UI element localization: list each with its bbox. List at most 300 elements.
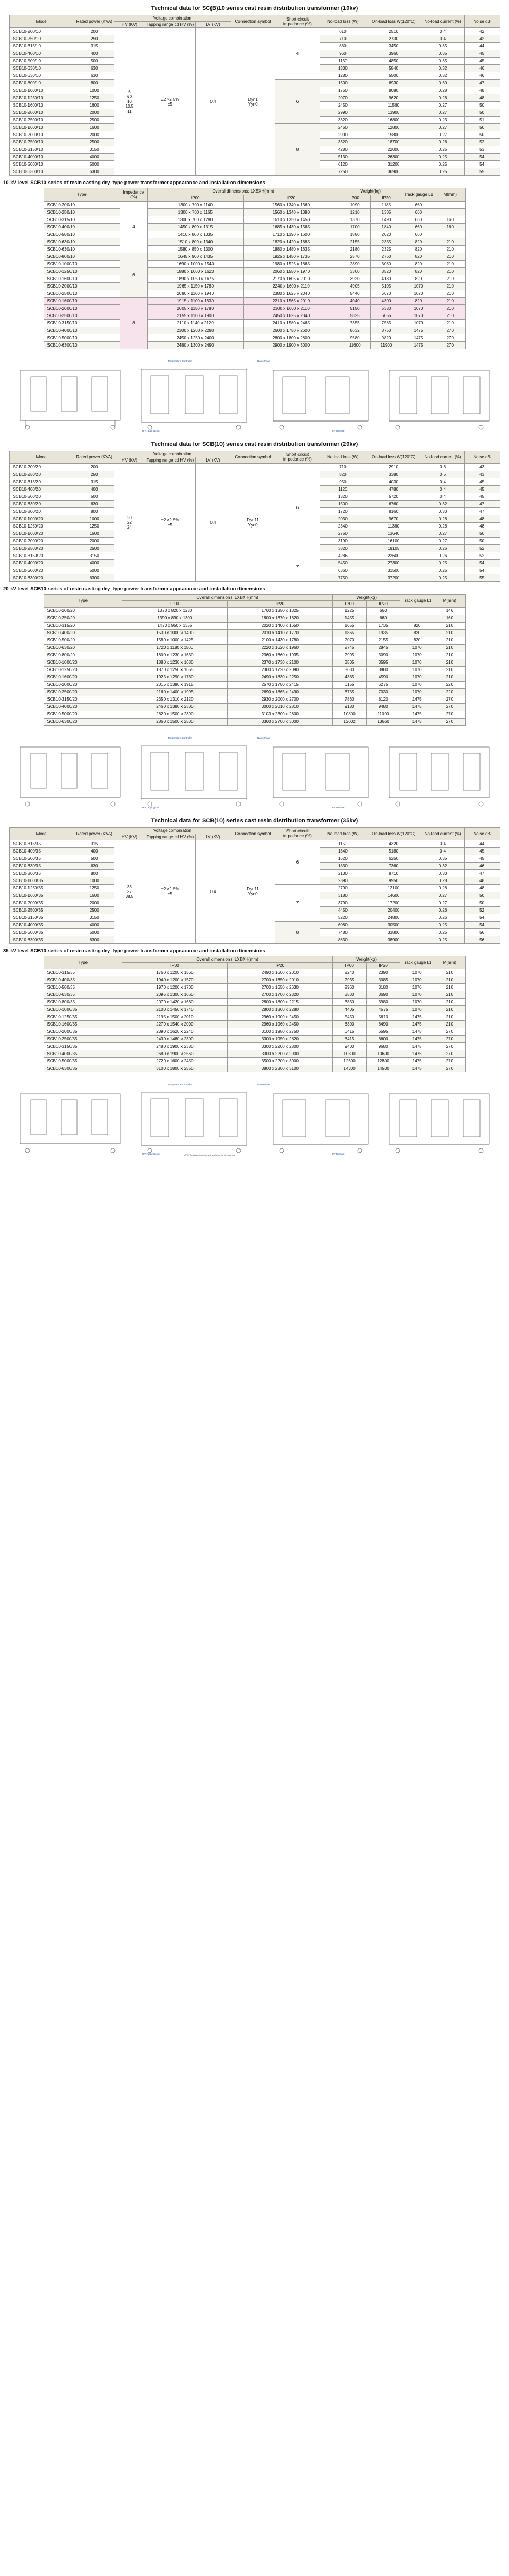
cell-noise: 48 bbox=[464, 884, 500, 892]
cell-no-load-loss: 2390 bbox=[320, 877, 366, 884]
cell-no-load-loss: 610 bbox=[320, 28, 366, 35]
cell-noise: 48 bbox=[464, 877, 500, 884]
cell-noise: 47 bbox=[464, 501, 500, 508]
cell-on-load-loss: 6250 bbox=[366, 855, 421, 862]
cell-dimensions-ip00: 1580 x 850 x 1300 bbox=[147, 245, 243, 253]
cell-impedance: 6 bbox=[275, 464, 320, 552]
th-on-load-loss: On-load loss W(120°C) bbox=[366, 451, 421, 463]
cell-model: SCB10-4000/10 bbox=[9, 154, 74, 161]
cell-type: SCB10-315/20 bbox=[44, 622, 122, 629]
cell-dimensions-ip00: 1450 x 800 x 1315 bbox=[147, 223, 243, 231]
cell-dimensions-ip00: 2195 x 1500 x 2010 bbox=[122, 1013, 227, 1021]
transformer-drawing-35kv bbox=[9, 1078, 500, 1157]
cell-noise: 46 bbox=[464, 65, 500, 72]
cell-no-load-loss: 1500 bbox=[320, 80, 366, 87]
cell-type: SCB10-6300/35 bbox=[44, 1065, 122, 1072]
table-row bbox=[44, 341, 465, 349]
cell-noise: 46 bbox=[464, 72, 500, 80]
cell-no-load-loss: 2130 bbox=[320, 869, 366, 877]
cell-m: 270 bbox=[434, 718, 465, 725]
cell-m: 210 bbox=[435, 297, 466, 304]
cell-track-gauge: 1070 bbox=[402, 290, 435, 297]
cell-dimensions-ip20: 1800 x 1370 x 1620 bbox=[227, 615, 332, 622]
cell-m: 210 bbox=[435, 275, 466, 282]
cell-weight-ip20: 11000 bbox=[367, 711, 400, 718]
cell-weight-ip20: 3595 bbox=[367, 659, 400, 666]
table-row bbox=[44, 1028, 465, 1036]
cell-noise: 55 bbox=[464, 574, 500, 582]
cell-track-gauge: 1070 bbox=[400, 991, 434, 999]
cell-weight-ip20: 4180 bbox=[371, 275, 402, 282]
cell-tapping-range: ±2 ×2.5% ±5 bbox=[145, 840, 195, 943]
cell-model: SCB10-3150/35 bbox=[9, 914, 74, 921]
cell-m: 210 bbox=[435, 304, 466, 312]
cell-rated-power: 6300 bbox=[74, 936, 114, 943]
table-row bbox=[44, 223, 465, 231]
table-row bbox=[44, 275, 465, 282]
cell-model: SCB10-1600/20 bbox=[9, 530, 74, 538]
cell-model: SCB10-2000/20 bbox=[9, 538, 74, 545]
cell-rated-power: 5000 bbox=[74, 567, 114, 574]
table-row bbox=[44, 615, 465, 622]
cell-type: SCB10-4000/10 bbox=[44, 327, 120, 334]
cell-dimensions-ip20: 2170 x 1605 x 2010 bbox=[243, 275, 339, 282]
cell-dimensions-ip00: 1720 x 1180 x 1500 bbox=[122, 644, 227, 652]
cell-track-gauge: 820 bbox=[400, 629, 434, 637]
cell-noise: 54 bbox=[464, 560, 500, 567]
th-connection-symbol: Connection symbol bbox=[231, 827, 275, 840]
cell-m: 210 bbox=[434, 622, 465, 629]
cell-no-load-loss: 1340 bbox=[320, 847, 366, 855]
cell-type: SCB10-1250/35 bbox=[44, 1013, 122, 1021]
table-dimensions-10kv bbox=[44, 188, 466, 349]
cell-no-load-loss: 1620 bbox=[320, 855, 366, 862]
cell-no-load-current: 0.25 bbox=[421, 168, 464, 176]
cell-dimensions-ip00: 1690 x 1000 x 1540 bbox=[147, 260, 243, 267]
cell-weight-ip00: 4040 bbox=[339, 297, 371, 304]
cell-weight-ip20: 2760 bbox=[371, 253, 402, 260]
cell-no-load-current: 0.28 bbox=[421, 515, 464, 523]
cell-noise: 54 bbox=[464, 154, 500, 161]
table-row bbox=[44, 312, 465, 319]
cell-type: SCB10-2500/10 bbox=[44, 290, 120, 297]
cell-track-gauge: 660 bbox=[402, 201, 435, 208]
cell-no-load-current: 0.35 bbox=[421, 50, 464, 58]
cell-no-load-current: 0.27 bbox=[421, 102, 464, 109]
cell-weight-ip20: 4300 bbox=[371, 297, 402, 304]
cell-dimensions-ip00: 2430 x 1480 x 2300 bbox=[122, 1036, 227, 1043]
cell-on-load-loss: 7360 bbox=[366, 862, 421, 869]
table-technical-35kv bbox=[9, 827, 500, 944]
cell-weight-ip00: 11600 bbox=[339, 341, 371, 349]
cell-dimensions-ip20: 2380 x 1625 x 2340 bbox=[243, 290, 339, 297]
cell-dimensions-ip00: 2300 x 1200 x 2290 bbox=[147, 327, 243, 334]
cell-dimensions-ip00: 2095 x 1300 x 1660 bbox=[122, 991, 227, 999]
cell-impedance: 7 bbox=[275, 884, 320, 921]
th-on-load-loss: On-load loss W(120°C) bbox=[366, 827, 421, 840]
cell-no-load-loss: 1130 bbox=[320, 58, 366, 65]
cell-dimensions-ip00: 2390 x 1620 x 2240 bbox=[122, 1028, 227, 1036]
cell-model: SCB10-315/35 bbox=[9, 840, 74, 847]
cell-no-load-loss: 860 bbox=[320, 43, 366, 50]
cell-rated-power: 1250 bbox=[74, 94, 114, 102]
cell-rated-power: 200 bbox=[74, 28, 114, 35]
cell-m: 210 bbox=[435, 290, 466, 297]
cell-noise: 54 bbox=[464, 567, 500, 574]
cell-on-load-loss: 4030 bbox=[366, 478, 421, 486]
cell-m bbox=[435, 231, 466, 238]
cell-weight-ip20: 2020 bbox=[371, 231, 402, 238]
cell-weight-ip00: 3530 bbox=[333, 991, 367, 999]
cell-weight-ip20: 3180 bbox=[367, 984, 400, 991]
subtitle-dimensions-10kv: 10 kV level SCB10 series of resin casting dry–type power transformer appearance and installation dimensions bbox=[3, 180, 265, 186]
cell-on-load-loss: 6930 bbox=[366, 80, 421, 87]
cell-type: SCB10-800/10 bbox=[44, 253, 120, 260]
cell-no-load-loss: 1830 bbox=[320, 862, 366, 869]
cell-rated-power: 1000 bbox=[74, 877, 114, 884]
cell-type: SCB10-200/20 bbox=[44, 607, 122, 615]
cell-noise: 43 bbox=[464, 464, 500, 471]
cell-model: SCB10-500/20 bbox=[9, 493, 74, 501]
cell-dimensions-ip20: 2490 x 1600 x 2010 bbox=[227, 969, 332, 976]
cell-track-gauge: 820 bbox=[402, 238, 435, 245]
cell-rated-power: 1250 bbox=[74, 523, 114, 530]
cell-noise: 47 bbox=[464, 869, 500, 877]
cell-weight-ip20: 9680 bbox=[367, 1043, 400, 1050]
cell-noise: 42 bbox=[464, 28, 500, 35]
cell-type: SCB10-3150/20 bbox=[44, 696, 122, 703]
cell-dimensions-ip00: 2860 x 1500 x 2530 bbox=[122, 718, 227, 725]
cell-weight-ip20: 3090 bbox=[367, 652, 400, 659]
cell-weight-ip20: 12800 bbox=[367, 1058, 400, 1065]
cell-noise: 56 bbox=[464, 936, 500, 943]
cell-weight-ip20: 2325 bbox=[371, 245, 402, 253]
cell-weight-ip00: 2935 bbox=[333, 976, 367, 984]
cell-weight-ip00: 3680 bbox=[333, 666, 367, 674]
cell-rated-power: 4000 bbox=[74, 921, 114, 928]
table-row bbox=[44, 216, 465, 223]
cell-track-gauge: 660 bbox=[402, 231, 435, 238]
cell-rated-power: 2500 bbox=[74, 139, 114, 146]
cell-weight-ip20: 1185 bbox=[371, 201, 402, 208]
cell-dimensions-ip20: 1980 x 1525 x 1865 bbox=[243, 260, 339, 267]
cell-dimensions-ip20: 1710 x 1390 x 1600 bbox=[243, 231, 339, 238]
cell-dimensions-ip00: 2350 x 1310 x 2120 bbox=[122, 696, 227, 703]
cell-m: 220 bbox=[434, 688, 465, 696]
th-weight: Weight(kg) bbox=[333, 956, 400, 962]
th-weight-ip20: IP20 bbox=[367, 601, 400, 607]
table-row bbox=[44, 208, 465, 216]
cell-rated-power: 2500 bbox=[74, 906, 114, 914]
cell-track-gauge bbox=[400, 607, 434, 615]
table-header bbox=[9, 451, 500, 463]
cell-hv: 35 37 38.5 bbox=[114, 840, 145, 943]
transformer-drawing-20kv bbox=[9, 731, 500, 810]
th-hv: HV (KV) bbox=[114, 834, 145, 840]
cell-dimensions-ip20: 2800 x 1800 x 2280 bbox=[227, 1006, 332, 1013]
cell-dimensions-ip20: 2010 x 1410 x 1770 bbox=[227, 629, 332, 637]
cell-on-load-loss: 33800 bbox=[366, 928, 421, 936]
cell-noise: 48 bbox=[464, 523, 500, 530]
label-temp-controller: Temperature Controller bbox=[167, 1083, 192, 1086]
cell-m: 160 bbox=[435, 216, 466, 223]
cell-dimensions-ip20: 3103 x 2300 x 2800 bbox=[227, 711, 332, 718]
cell-weight-ip20: 9820 bbox=[371, 334, 402, 341]
cell-track-gauge: 1070 bbox=[402, 282, 435, 290]
cell-dimensions-ip00: 1300 x 700 x 1165 bbox=[147, 208, 243, 216]
cell-m: 210 bbox=[434, 674, 465, 681]
cell-dimensions-ip20: 3300 x 2200 x 2900 bbox=[227, 1050, 332, 1058]
th-weight-ip20: IP20 bbox=[371, 195, 402, 201]
cell-no-load-loss: 1320 bbox=[320, 493, 366, 501]
cell-model: SCB10-315/20 bbox=[9, 478, 74, 486]
cell-noise: 45 bbox=[464, 486, 500, 493]
cell-type: SCB10-6300/10 bbox=[44, 341, 120, 349]
cell-on-load-loss: 16800 bbox=[366, 117, 421, 124]
cell-dimensions-ip00: 1470 x 950 x 1355 bbox=[122, 622, 227, 629]
cell-weight-ip20: 3520 bbox=[371, 267, 402, 275]
cell-weight-ip20: 3880 bbox=[367, 666, 400, 674]
cell-model: SCB10-800/20 bbox=[9, 508, 74, 515]
cell-m: 210 bbox=[435, 260, 466, 267]
cell-track-gauge: 1475 bbox=[400, 1050, 434, 1058]
table-body bbox=[9, 28, 500, 176]
cell-dimensions-ip00: 1300 x 700 x 1280 bbox=[147, 216, 243, 223]
label-temp-controller: Temperature Controller bbox=[167, 736, 192, 739]
cell-type: SCB10-4000/35 bbox=[44, 1050, 122, 1058]
cell-dimensions-ip20: 1610 x 1350 x 1450 bbox=[243, 216, 339, 223]
th-lv: LV (KV) bbox=[196, 834, 231, 840]
cell-no-load-current: 0.4 bbox=[421, 486, 464, 493]
cell-m: 210 bbox=[434, 666, 465, 674]
cell-track-gauge: 1070 bbox=[400, 976, 434, 984]
cell-type: SCB10-500/20 bbox=[44, 637, 122, 644]
subtitle-dimensions-20kv: 20 kV level SCB10 series of resin casting dry–type power transformer appearance and installation dimensions bbox=[3, 586, 265, 592]
th-lv: LV (KV) bbox=[196, 22, 231, 28]
table-body bbox=[9, 464, 500, 582]
cell-no-load-loss: 6120 bbox=[320, 161, 366, 168]
cell-rated-power: 315 bbox=[74, 43, 114, 50]
cell-track-gauge: 660 bbox=[402, 223, 435, 231]
cell-dimensions-ip20: 2960 x 1900 x 2450 bbox=[227, 1013, 332, 1021]
table-row bbox=[44, 629, 465, 637]
cell-m: 220 bbox=[434, 681, 465, 688]
cell-no-load-loss: 6080 bbox=[320, 921, 366, 928]
cell-model: SCB10-5000/10 bbox=[9, 161, 74, 168]
cell-model: SCB10-630/20 bbox=[9, 501, 74, 508]
cell-model: SCB10-1250/10 bbox=[9, 94, 74, 102]
cell-m: 210 bbox=[434, 637, 465, 644]
cell-weight-ip20: 6595 bbox=[367, 1028, 400, 1036]
cell-on-load-loss: 2910 bbox=[366, 464, 421, 471]
cell-rated-power: 1600 bbox=[74, 530, 114, 538]
cell-weight-ip00: 1455 bbox=[333, 615, 367, 622]
cell-no-load-current: 0.4 bbox=[421, 28, 464, 35]
cell-model: SCB10-250/20 bbox=[9, 471, 74, 478]
cell-on-load-loss: 3450 bbox=[366, 43, 421, 50]
section-technical-20kv bbox=[0, 441, 509, 582]
cell-track-gauge: 1070 bbox=[400, 969, 434, 976]
cell-rated-power: 500 bbox=[74, 855, 114, 862]
th-no-load-loss: No-load loss (W) bbox=[320, 827, 366, 840]
cell-noise: 50 bbox=[464, 102, 500, 109]
cell-noise: 56 bbox=[464, 928, 500, 936]
cell-no-load-loss: 3320 bbox=[320, 117, 366, 124]
cell-m: 160 bbox=[435, 223, 466, 231]
cell-rated-power: 400 bbox=[74, 50, 114, 58]
drawing-svg bbox=[9, 1078, 500, 1157]
cell-dimensions-ip00: 2155 x 1160 x 1900 bbox=[147, 312, 243, 319]
cell-noise: 46 bbox=[464, 862, 500, 869]
cell-type: SCB10-2000/20 bbox=[44, 681, 122, 688]
cell-no-load-current: 0.32 bbox=[421, 501, 464, 508]
cell-dimensions-ip20: 1820 x 1420 x 1685 bbox=[243, 238, 339, 245]
cell-track-gauge: 820 bbox=[402, 245, 435, 253]
th-model: Model bbox=[9, 451, 74, 463]
table-row bbox=[44, 1021, 465, 1028]
cell-no-load-loss: 3190 bbox=[320, 538, 366, 545]
cell-weight-ip00: 2960 bbox=[333, 984, 367, 991]
th-rated-power: Rated power (KVA) bbox=[74, 827, 114, 840]
cell-no-load-loss: 4450 bbox=[320, 906, 366, 914]
cell-dimensions-ip00: 1800 x 1230 x 1630 bbox=[122, 652, 227, 659]
cell-rated-power: 2500 bbox=[74, 545, 114, 552]
cell-noise: 44 bbox=[464, 43, 500, 50]
cell-weight-ip20: 7585 bbox=[371, 319, 402, 327]
label-name-plate: Name Plate bbox=[257, 736, 270, 739]
cell-model: SCB10-2000/10 bbox=[9, 131, 74, 139]
cell-weight-ip00: 1225 bbox=[333, 607, 367, 615]
cell-weight-ip20: 2155 bbox=[367, 637, 400, 644]
cell-weight-ip20: 8750 bbox=[371, 327, 402, 334]
cell-on-load-loss: 2730 bbox=[366, 35, 421, 43]
cell-weight-ip20: 3980 bbox=[367, 999, 400, 1006]
cell-track-gauge: 1070 bbox=[400, 652, 434, 659]
cell-noise: 43 bbox=[464, 471, 500, 478]
cell-m: 210 bbox=[434, 652, 465, 659]
cell-no-load-current: 0.26 bbox=[421, 906, 464, 914]
cell-track-gauge: 1475 bbox=[400, 1021, 434, 1028]
label-lv-terminal: LV Terminal bbox=[332, 1153, 344, 1156]
cell-dimensions-ip00: 1925 x 1290 x 1760 bbox=[122, 674, 227, 681]
cell-track-gauge: 1475 bbox=[402, 341, 435, 349]
cell-dimensions-ip00: 2070 x 1420 x 1660 bbox=[122, 999, 227, 1006]
cell-rated-power: 400 bbox=[74, 847, 114, 855]
cell-on-load-loss: 24800 bbox=[366, 914, 421, 921]
cell-no-load-loss: 3180 bbox=[320, 892, 366, 899]
cell-rated-power: 500 bbox=[74, 493, 114, 501]
cell-model: SCB10-5000/35 bbox=[9, 928, 74, 936]
table-body bbox=[9, 840, 500, 943]
cell-m bbox=[435, 208, 466, 216]
cell-weight-ip00: 1090 bbox=[339, 201, 371, 208]
cell-model: SCB10-1000/10 bbox=[9, 87, 74, 94]
cell-m: 270 bbox=[434, 711, 465, 718]
cell-rated-power: 6300 bbox=[74, 168, 114, 176]
cell-on-load-loss: 20400 bbox=[366, 906, 421, 914]
cell-track-gauge: 1475 bbox=[400, 696, 434, 703]
cell-m: 210 bbox=[434, 991, 465, 999]
cell-no-load-loss: 1120 bbox=[320, 486, 366, 493]
cell-noise: 55 bbox=[464, 168, 500, 176]
cell-track-gauge: 1475 bbox=[400, 1036, 434, 1043]
cell-noise: 50 bbox=[464, 109, 500, 117]
th-voltage-combination: Voltage combination bbox=[114, 15, 231, 22]
cell-weight-ip20: 11900 bbox=[371, 341, 402, 349]
cell-dimensions-ip20: 2060 x 1550 x 1970 bbox=[243, 267, 339, 275]
cell-weight-ip00: 6300 bbox=[333, 1021, 367, 1028]
cell-dimensions-ip00: 2480 x 1900 x 2380 bbox=[122, 1043, 227, 1050]
table-technical-20kv bbox=[9, 451, 500, 582]
table-row bbox=[44, 607, 465, 615]
cell-rated-power: 800 bbox=[74, 508, 114, 515]
page-title-10kv: Technical data for SC(B)10 series cast resin distribution transformer (10kv) bbox=[151, 5, 358, 12]
cell-dimensions-ip00: 2270 x 1540 x 2000 bbox=[122, 1021, 227, 1028]
cell-weight-ip20: 14500 bbox=[367, 1065, 400, 1072]
cell-weight-ip00: 4405 bbox=[333, 1006, 367, 1013]
th-ip00: IP00 bbox=[122, 963, 227, 969]
cell-rated-power: 630 bbox=[74, 65, 114, 72]
cell-connection-symbol: Dyn11 Yyn0 bbox=[231, 840, 275, 943]
th-impedance: Short circuit impedance (%) bbox=[275, 451, 320, 463]
cell-on-load-loss: 4320 bbox=[366, 840, 421, 847]
cell-no-load-current: 0.5 bbox=[421, 471, 464, 478]
table-row bbox=[44, 666, 465, 674]
cell-dimensions-ip00: 1580 x 1000 x 1425 bbox=[122, 637, 227, 644]
cell-noise: 53 bbox=[464, 146, 500, 154]
cell-dimensions-ip20: 2690 x 1865 x 2490 bbox=[227, 688, 332, 696]
cell-dimensions-ip20: 2240 x 1600 x 2110 bbox=[243, 282, 339, 290]
cell-impedance: 6 bbox=[275, 80, 320, 124]
cell-rated-power: 5000 bbox=[74, 928, 114, 936]
cell-rated-power: 1600 bbox=[74, 892, 114, 899]
cell-no-load-loss: 820 bbox=[320, 471, 366, 478]
cell-model: SCB10-5000/20 bbox=[9, 567, 74, 574]
cell-type: SCB10-5000/10 bbox=[44, 334, 120, 341]
cell-dimensions-ip00: 1880 x 1230 x 1680 bbox=[122, 659, 227, 666]
cell-model: SCB10-1250/35 bbox=[9, 884, 74, 892]
cell-on-load-loss: 18700 bbox=[366, 139, 421, 146]
section-dimensions-10kv bbox=[0, 180, 509, 349]
th-rated-power: Rated power (KVA) bbox=[74, 15, 114, 28]
cell-dimensions-ip20: 2800 x 1800 x 2800 bbox=[243, 334, 339, 341]
cell-weight-ip00: 2890 bbox=[339, 260, 371, 267]
cell-on-load-loss: 5840 bbox=[366, 65, 421, 72]
cell-weight-ip20: 13660 bbox=[367, 718, 400, 725]
cell-track-gauge: 1070 bbox=[400, 999, 434, 1006]
cell-weight-ip20: 5670 bbox=[371, 290, 402, 297]
cell-track-gauge: 1475 bbox=[400, 703, 434, 711]
cell-dimensions-ip00: 2450 x 1250 x 2400 bbox=[147, 334, 243, 341]
cell-weight-ip00: 14300 bbox=[333, 1065, 367, 1072]
th-track-gauge: Track gauge L1 bbox=[400, 595, 434, 607]
cell-rated-power: 630 bbox=[74, 501, 114, 508]
cell-track-gauge: 1070 bbox=[400, 659, 434, 666]
cell-weight-ip00: 8632 bbox=[339, 327, 371, 334]
cell-model: SCB10-6300/10 bbox=[9, 168, 74, 176]
cell-type: SCB10-1250/20 bbox=[44, 666, 122, 674]
cell-m: 270 bbox=[434, 696, 465, 703]
drawing-svg bbox=[9, 731, 500, 810]
table-row bbox=[44, 1058, 465, 1065]
cell-type: SCB10-400/35 bbox=[44, 976, 122, 984]
cell-track-gauge: 1070 bbox=[400, 666, 434, 674]
cell-type: SCB10-400/10 bbox=[44, 223, 120, 231]
cell-m: 270 bbox=[434, 1065, 465, 1072]
cell-no-load-loss: 2340 bbox=[320, 523, 366, 530]
cell-dimensions-ip20: 2220 x 1620 x 1960 bbox=[227, 644, 332, 652]
cell-dimensions-ip20: 1560 x 1340 x 1390 bbox=[243, 208, 339, 216]
